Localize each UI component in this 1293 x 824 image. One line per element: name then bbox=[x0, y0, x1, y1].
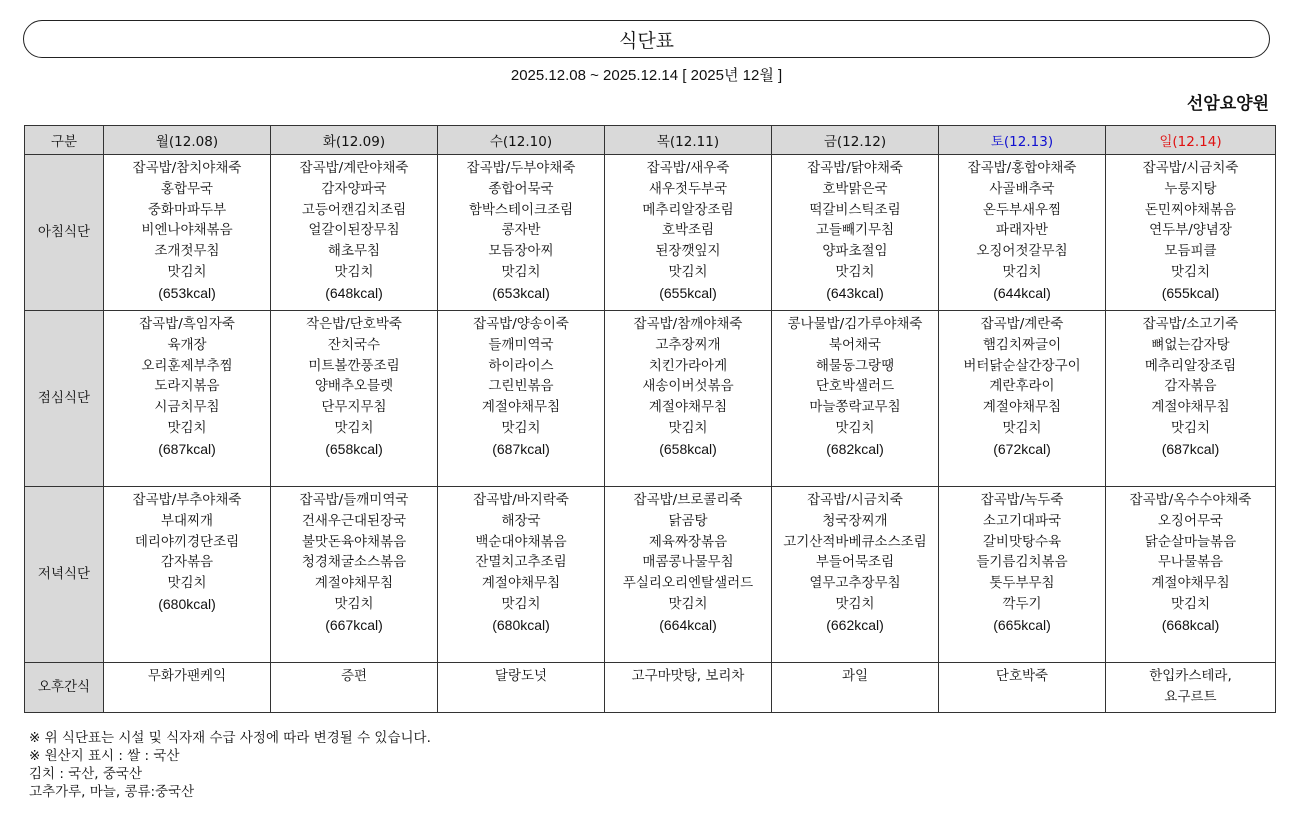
calorie-value: (672kcal) bbox=[993, 440, 1051, 457]
menu-cell bbox=[1106, 487, 1276, 663]
menu-item: 떡갈비스틱조림 bbox=[809, 201, 901, 218]
menu-item: 잡곡밥/참깨야채죽 bbox=[633, 316, 743, 332]
menu-cell bbox=[271, 311, 438, 487]
menu-item: 부들어묵조림 bbox=[815, 554, 895, 571]
menu-item: 잡곡밥/계란죽 bbox=[980, 316, 1064, 332]
menu-item: 맛김치 bbox=[1002, 263, 1042, 280]
menu-item: 잡곡밥/소고기죽 bbox=[1142, 316, 1239, 332]
menu-item: 맛김치 bbox=[334, 595, 374, 612]
menu-item: 오징어젓갈무침 bbox=[976, 243, 1068, 260]
menu-cell bbox=[939, 487, 1106, 663]
menu-item: 닭곰탕 bbox=[668, 512, 708, 529]
menu-item: 백순대야채볶음 bbox=[475, 533, 567, 550]
calorie-value: (667kcal) bbox=[325, 616, 383, 633]
calorie-value: (655kcal) bbox=[659, 284, 717, 301]
day-header-thu: 목(12.11) bbox=[605, 126, 772, 155]
calorie-value: (687kcal) bbox=[492, 440, 550, 457]
menu-item: 양파초절임 bbox=[822, 243, 888, 260]
meal-label: 아침식단 bbox=[25, 155, 104, 311]
menu-cell bbox=[271, 663, 438, 713]
menu-cell bbox=[438, 311, 605, 487]
menu-item: 맛김치 bbox=[334, 263, 374, 280]
menu-item: 청경채굴소스볶음 bbox=[301, 554, 407, 571]
weekly-menu-table bbox=[24, 125, 1276, 713]
menu-item: 잡곡밥/홍합야채죽 bbox=[967, 160, 1077, 176]
menu-item: 연두부/양념장 bbox=[1149, 222, 1232, 239]
menu-item: 잡곡밥/시금치죽 bbox=[807, 492, 903, 508]
meal-label: 오후간식 bbox=[25, 663, 104, 713]
menu-item: 요구르트 bbox=[1164, 688, 1217, 705]
calorie-value: (653kcal) bbox=[158, 284, 216, 301]
calorie-value: (655kcal) bbox=[1161, 284, 1220, 301]
menu-item: 그린빈볶음 bbox=[488, 378, 554, 395]
menu-item: 파래자반 bbox=[995, 222, 1049, 239]
menu-item: 홍합무국 bbox=[160, 180, 214, 197]
menu-item: 하이라이스 bbox=[488, 357, 554, 374]
menu-item: 계절야채무침 bbox=[481, 575, 561, 592]
menu-item: 소고기대파국 bbox=[982, 512, 1062, 529]
calorie-value: (668kcal) bbox=[1161, 616, 1220, 633]
menu-cell bbox=[438, 487, 605, 663]
calorie-value: (665kcal) bbox=[993, 616, 1051, 633]
calorie-value: (662kcal) bbox=[826, 616, 884, 633]
menu-period: 2025.12.08 ~ 2025.12.14 [ 2025년 12월 ] bbox=[510, 67, 783, 84]
menu-item: 잡곡밥/녹두죽 bbox=[980, 492, 1064, 508]
menu-item: 단호박샐러드 bbox=[815, 378, 895, 395]
menu-item: 맛김치 bbox=[835, 263, 875, 280]
menu-item: 된장깻잎지 bbox=[655, 243, 721, 260]
notes bbox=[29, 729, 431, 801]
menu-item: 잡곡밥/흑임자죽 bbox=[139, 316, 235, 332]
menu-item: 해장국 bbox=[501, 512, 541, 529]
menu-item: 계절야채무침 bbox=[1151, 575, 1230, 592]
menu-item: 잡곡밥/브로콜리죽 bbox=[633, 492, 743, 508]
calorie-value: (687kcal) bbox=[1161, 440, 1220, 457]
menu-item: 호박맑은국 bbox=[822, 180, 888, 197]
menu-item: 닭순살마늘볶음 bbox=[1144, 533, 1237, 550]
calorie-value: (658kcal) bbox=[325, 440, 383, 457]
menu-cell bbox=[605, 311, 772, 487]
menu-item: 조개젓무침 bbox=[154, 243, 220, 260]
menu-item: 북어채국 bbox=[828, 336, 882, 353]
menu-item: 얼갈이된장무침 bbox=[308, 222, 400, 239]
menu-cell bbox=[772, 311, 939, 487]
menu-item: 온두부새우찜 bbox=[982, 201, 1062, 218]
menu-item: 단무지무침 bbox=[321, 399, 387, 416]
menu-item: 뼈없는감자탕 bbox=[1151, 336, 1230, 353]
day-header-sat: 토(12.13) bbox=[939, 126, 1106, 155]
menu-item: 무나물볶음 bbox=[1157, 554, 1224, 571]
menu-cell bbox=[104, 663, 271, 713]
menu-item: 맛김치 bbox=[668, 263, 708, 280]
menu-item: 양배추오믈렛 bbox=[314, 378, 394, 395]
menu-item: 맛김치 bbox=[668, 419, 708, 436]
note-line: 김치 : 국산, 중국산 bbox=[29, 766, 143, 782]
menu-cell bbox=[772, 487, 939, 663]
page-title: 식단표 bbox=[618, 29, 675, 52]
menu-item: 맛김치 bbox=[835, 419, 875, 436]
menu-item: 새송이버섯볶음 bbox=[642, 378, 734, 395]
menu-item: 콩나물밥/김가루야채죽 bbox=[787, 316, 923, 332]
menu-item: 맛김치 bbox=[167, 419, 207, 436]
menu-item: 매콤콩나물무침 bbox=[642, 554, 734, 571]
menu-item: 한입카스테라, bbox=[1149, 668, 1232, 684]
menu-item: 맛김치 bbox=[1002, 419, 1042, 436]
menu-cell bbox=[104, 487, 271, 663]
menu-item: 맛김치 bbox=[1170, 263, 1211, 280]
menu-item: 도라지볶음 bbox=[154, 378, 220, 395]
menu-item: 잡곡밥/바지락죽 bbox=[473, 492, 569, 508]
menu-item: 계절야채무침 bbox=[982, 399, 1062, 416]
menu-item: 육개장 bbox=[167, 336, 207, 353]
menu-item: 맛김치 bbox=[1170, 419, 1211, 436]
menu-item: 단호박죽 bbox=[995, 668, 1049, 684]
menu-item: 들깨미역국 bbox=[488, 336, 554, 353]
menu-item: 맛김치 bbox=[334, 419, 374, 436]
menu-item: 함박스테이크조림 bbox=[468, 201, 574, 218]
menu-item: 잡곡밥/양송이죽 bbox=[473, 316, 569, 332]
menu-item: 맛김치 bbox=[1170, 595, 1211, 612]
calorie-value: (680kcal) bbox=[492, 616, 550, 633]
day-header-fri: 금(12.12) bbox=[772, 126, 939, 155]
menu-item: 무화가팬케익 bbox=[147, 668, 227, 684]
lunch-row bbox=[25, 311, 1276, 487]
menu-cell bbox=[438, 663, 605, 713]
menu-cell bbox=[438, 155, 605, 311]
menu-item: 계절야채무침 bbox=[314, 575, 394, 592]
menu-item: 맛김치 bbox=[167, 263, 207, 280]
menu-item: 고기산적바베큐소스조림 bbox=[783, 533, 927, 550]
menu-item: 돈민찌야채볶음 bbox=[1144, 201, 1237, 218]
menu-item: 마늘쫑락교무침 bbox=[809, 399, 901, 416]
day-header-mon: 월(12.08) bbox=[104, 126, 271, 155]
menu-item: 잡곡밥/새우죽 bbox=[646, 160, 730, 176]
menu-item: 깍두기 bbox=[1002, 595, 1042, 612]
menu-item: 비엔나야채볶음 bbox=[141, 222, 233, 239]
menu-item: 과일 bbox=[841, 668, 869, 684]
menu-cell bbox=[1106, 663, 1276, 713]
menu-item: 맛김치 bbox=[167, 575, 207, 592]
menu-item: 계절야채무침 bbox=[1151, 399, 1230, 416]
menu-item: 버터닭순살간장구이 bbox=[963, 357, 1081, 374]
menu-item: 잡곡밥/닭야채죽 bbox=[807, 160, 903, 176]
menu-item: 잡곡밥/참치야채죽 bbox=[132, 160, 242, 176]
menu-item: 푸실리오리엔탈샐러드 bbox=[622, 575, 754, 592]
calorie-value: (682kcal) bbox=[826, 440, 884, 457]
menu-item: 사골배추국 bbox=[989, 180, 1055, 197]
menu-item: 치킨가라아게 bbox=[648, 357, 728, 374]
menu-item: 새우젓두부국 bbox=[648, 180, 728, 197]
calorie-value: (643kcal) bbox=[826, 284, 884, 301]
calorie-value: (664kcal) bbox=[659, 616, 717, 633]
menu-item: 열무고추장무침 bbox=[809, 575, 901, 592]
menu-item: 감자볶음 bbox=[160, 554, 214, 571]
menu-item: 모듬장아찌 bbox=[488, 243, 554, 260]
menu-cell bbox=[939, 155, 1106, 311]
menu-item: 잡곡밥/시금치죽 bbox=[1142, 160, 1239, 176]
calorie-value: (644kcal) bbox=[993, 284, 1051, 301]
day-header-sun: 일(12.14) bbox=[1106, 126, 1276, 155]
dinner-row bbox=[25, 487, 1276, 663]
menu-item: 미트볼깐풍조림 bbox=[308, 357, 400, 374]
menu-item: 잡곡밥/들깨미역국 bbox=[299, 492, 409, 508]
menu-item: 맛김치 bbox=[835, 595, 875, 612]
menu-cell bbox=[605, 663, 772, 713]
meal-label: 저녁식단 bbox=[25, 487, 104, 663]
calorie-value: (680kcal) bbox=[158, 595, 216, 612]
menu-item: 부대찌개 bbox=[160, 512, 214, 529]
menu-item: 고추장찌개 bbox=[655, 336, 721, 353]
menu-item: 해초무침 bbox=[327, 243, 381, 260]
menu-item: 감자양파국 bbox=[321, 180, 387, 197]
snack-row bbox=[25, 663, 1276, 713]
menu-item: 맛김치 bbox=[501, 595, 541, 612]
menu-item: 청국장찌개 bbox=[822, 512, 888, 529]
breakfast-row bbox=[25, 155, 1276, 311]
menu-cell bbox=[605, 155, 772, 311]
menu-item: 메추리알장조림 bbox=[1144, 357, 1237, 374]
menu-cell bbox=[104, 155, 271, 311]
corner-header: 구분 bbox=[25, 126, 104, 155]
day-header-wed: 수(12.10) bbox=[438, 126, 605, 155]
menu-item: 달랑도넛 bbox=[494, 668, 548, 684]
menu-item: 제육짜장볶음 bbox=[648, 533, 728, 550]
header-row bbox=[25, 126, 1276, 155]
menu-cell bbox=[1106, 155, 1276, 311]
calorie-value: (658kcal) bbox=[659, 440, 717, 457]
note-line: 고추가루, 마늘, 콩류:중국산 bbox=[29, 784, 195, 800]
menu-item: 종합어묵국 bbox=[488, 180, 554, 197]
menu-item: 계란후라이 bbox=[989, 378, 1055, 395]
menu-item: 고등어캔김치조림 bbox=[301, 201, 407, 218]
menu-item: 오징어무국 bbox=[1157, 512, 1224, 529]
menu-cell bbox=[271, 155, 438, 311]
menu-item: 잡곡밥/부추야채죽 bbox=[132, 492, 242, 508]
menu-cell bbox=[772, 663, 939, 713]
menu-item: 오리훈제부추찜 bbox=[141, 357, 233, 374]
menu-item: 맛김치 bbox=[501, 263, 541, 280]
menu-cell bbox=[271, 487, 438, 663]
menu-item: 잡곡밥/계란야채죽 bbox=[299, 160, 409, 176]
menu-item: 맛김치 bbox=[501, 419, 541, 436]
menu-item: 계절야채무침 bbox=[481, 399, 561, 416]
menu-item: 감자볶음 bbox=[1164, 378, 1217, 395]
day-header-tue: 화(12.09) bbox=[271, 126, 438, 155]
menu-item: 건새우근대된장국 bbox=[301, 512, 407, 529]
calorie-value: (648kcal) bbox=[325, 284, 383, 301]
facility-name: 선암요양원 bbox=[1186, 94, 1269, 114]
menu-title-banner bbox=[23, 20, 1270, 58]
menu-item: 시금치무침 bbox=[154, 399, 220, 416]
menu-item: 잔멸치고추조림 bbox=[475, 554, 567, 571]
menu-item: 모듬피클 bbox=[1164, 243, 1217, 260]
menu-cell bbox=[939, 663, 1106, 713]
menu-item: 콩자반 bbox=[501, 222, 541, 239]
menu-item: 메추리알장조림 bbox=[642, 201, 734, 218]
note-line: ※ 원산지 표시 : 쌀 : 국산 bbox=[29, 748, 180, 764]
menu-cell bbox=[605, 487, 772, 663]
menu-item: 호박조림 bbox=[661, 222, 715, 239]
note-line: ※ 위 식단표는 시설 및 식자재 수급 사정에 따라 변경될 수 있습니다. bbox=[29, 730, 431, 746]
menu-item: 맛김치 bbox=[668, 595, 708, 612]
menu-item: 계절야채무침 bbox=[648, 399, 728, 416]
calorie-value: (687kcal) bbox=[158, 440, 216, 457]
menu-cell bbox=[772, 155, 939, 311]
menu-item: 잡곡밥/두부야채죽 bbox=[466, 160, 576, 176]
menu-cell bbox=[1106, 311, 1276, 487]
meal-label: 점심식단 bbox=[25, 311, 104, 487]
menu-item: 증편 bbox=[340, 668, 368, 684]
menu-item: 들기름김치볶음 bbox=[976, 554, 1068, 571]
menu-item: 작은밥/단호박죽 bbox=[306, 316, 402, 332]
menu-item: 중화마파두부 bbox=[147, 201, 227, 218]
menu-item: 고들빼기무침 bbox=[815, 222, 895, 239]
menu-item: 잡곡밥/옥수수야채죽 bbox=[1129, 492, 1252, 508]
menu-item: 데리야끼경단조림 bbox=[134, 533, 240, 550]
menu-item: 누룽지탕 bbox=[1164, 180, 1217, 197]
menu-item: 햄김치짜글이 bbox=[982, 336, 1062, 353]
menu-item: 톳두부무침 bbox=[989, 575, 1055, 592]
menu-item: 갈비맛탕수육 bbox=[982, 533, 1062, 550]
menu-cell bbox=[939, 311, 1106, 487]
calorie-value: (653kcal) bbox=[492, 284, 550, 301]
menu-item: 해물동그랑땡 bbox=[815, 357, 895, 374]
menu-item: 불맛돈육야채볶음 bbox=[301, 533, 407, 550]
menu-item: 고구마맛탕, 보리차 bbox=[631, 668, 745, 684]
menu-cell bbox=[104, 311, 271, 487]
menu-item: 잔치국수 bbox=[327, 336, 381, 353]
